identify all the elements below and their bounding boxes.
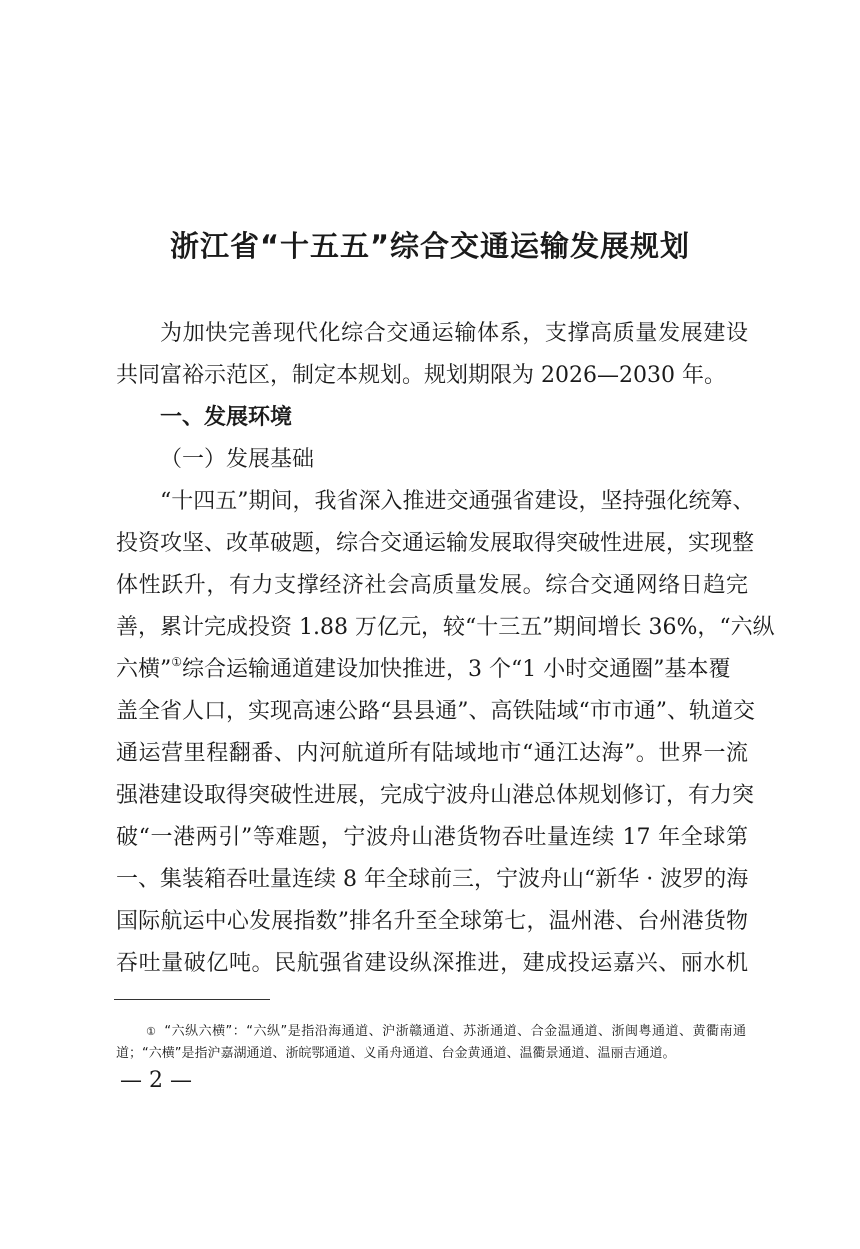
- body-line: 体性跃升，有力支撑经济社会高质量发展。综合交通网络日趋完: [116, 573, 748, 598]
- body-line: 通运营里程翻番、内河航道所有陆域地市“通江达海”。世界一流: [116, 741, 748, 766]
- body-line: “十四五”期间，我省深入推进交通强省建设，坚持强化统筹、: [160, 489, 755, 514]
- footnote-line: 道；“六横”是指沪嘉湖通道、浙皖鄂通道、义甬舟通道、台金黄通道、温衢景通道、温丽吉通道。: [116, 1046, 676, 1061]
- body-line: 破“一港两引”等难题，宁波舟山港货物吞吐量连续 17 年全球第: [116, 825, 748, 850]
- subsection-heading: （一）发展基础: [160, 447, 315, 472]
- page-number: — 2 —: [120, 1068, 192, 1093]
- body-line: [116, 650, 748, 690]
- body-text: 六横”: [116, 657, 172, 682]
- intro-line: 为加快完善现代化综合交通运输体系，支撑高质量发展建设: [160, 321, 748, 346]
- body-line: 盖全省人口，实现高速公路“县县通”、高铁陆域“市市通”、轨道交: [116, 699, 755, 724]
- footnote-reference[interactable]: ①: [171, 655, 183, 669]
- body-line: 善，累计完成投资 1.88 万亿元，较“十三五”期间增长 36%，“六纵: [116, 615, 775, 640]
- intro-line: 共同富裕示范区，制定本规划。规划期限为 2026—2030 年。: [116, 363, 726, 388]
- footnote-divider: [114, 999, 270, 1000]
- section-heading: 一、发展环境: [160, 405, 293, 430]
- body-line: 投资攻坚、改革破题，综合交通运输发展取得突破性进展，实现整: [116, 531, 755, 556]
- body-text: 综合运输通道建设加快推进，3 个“1 小时交通圈”基本覆: [182, 657, 731, 682]
- body-line: 强港建设取得突破性进展，完成宁波舟山港总体规划修订，有力突: [116, 783, 755, 808]
- footnote-text: “六纵六横”：“六纵”是指沿海通道、沪浙赣通道、苏浙通道、合金温通道、浙闽粤通道、黄衢南通: [164, 1024, 746, 1039]
- footnote-mark: ①: [146, 1025, 157, 1038]
- document-title: 浙江省“十五五”综合交通运输发展规划: [169, 229, 691, 263]
- body-line: 一、集装箱吞吐量连续 8 年全球前三，宁波舟山“新华 · 波罗的海: [116, 867, 749, 892]
- body-line: 吞吐量破亿吨。民航强省建设纵深推进，建成投运嘉兴、丽水机: [116, 951, 748, 976]
- body-line: 国际航运中心发展指数”排名升至全球第七，温州港、台州港货物: [116, 909, 748, 934]
- footnote-line: [146, 1021, 746, 1043]
